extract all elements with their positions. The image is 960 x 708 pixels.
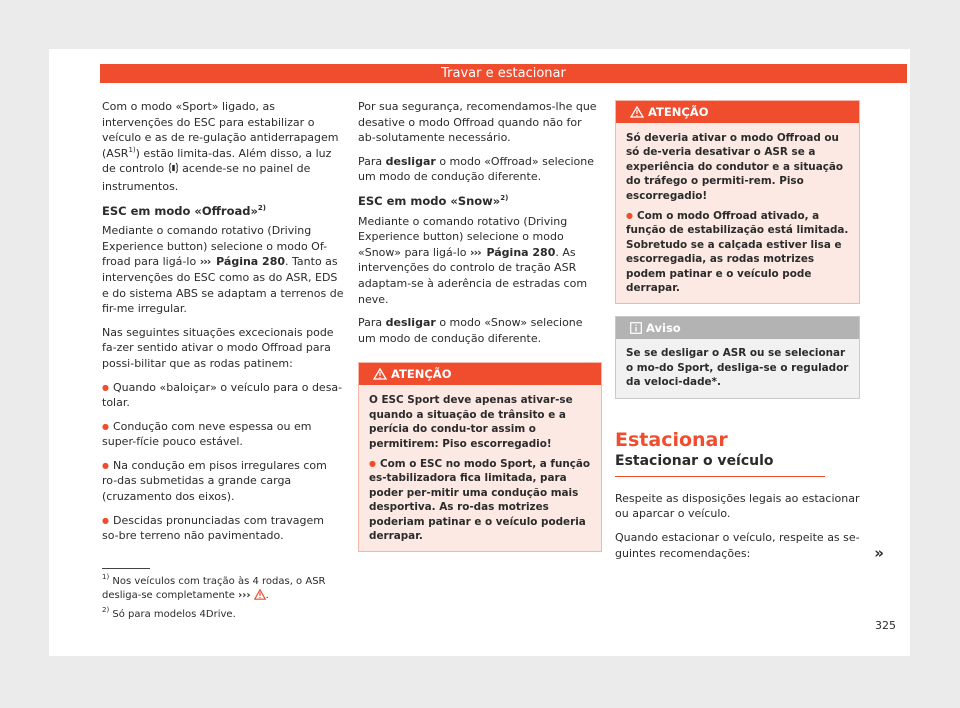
paragraph-disable-snow: Para desligar o modo «Snow» selecione um modo de condução diferente. (358, 316, 583, 345)
page-header (100, 64, 907, 83)
section-title: Estacionar (615, 428, 728, 451)
warning-bullet: ● Com o ESC no modo Sport, a função es-tabilizadora fica limitada, para poder per-mitir uma condução mais desportiva. As ro-das motrizes poderiam patinar e o veículo poderia derrapar. (369, 457, 591, 543)
paragraph-offroad: Mediante o comando rotativo (Driving Experience button) selecione o modo Of-froad para ligá-lo ››› Página 280. Tanto as intervenções do ESC como as do ASR, EDS e do sistema ABS se adaptam a terrenos de fir-me irregular. (102, 224, 344, 316)
list-item: ● Na condução em pisos irregulares com ro-das submetidas a grande carga (cruzamento dos eixos). (102, 458, 344, 505)
warning-text: Só deveria ativar o modo Offroad ou só de-veria desativar o ASR se a experiência do condutor e a situação do tráfego o permiti-rem. Piso escorregadio! (626, 132, 844, 202)
paragraph-disable-offroad: Para desligar o modo «Offroad» selecione um modo de condução diferente. (358, 154, 595, 184)
list-item: ● Descidas pronunciadas com travagem so-bre terreno não pavimentado. (102, 513, 344, 544)
note-text: Se se desligar o ASR ou se selecionar o mo-do Sport, desliga-se o regulador da veloci-dade*. (626, 347, 849, 389)
info-icon (630, 319, 642, 341)
paragraph-exceptional-situations: Nas seguintes situações excecionais pode fa-zer sentido ativar o modo Offroad para possi-bilitar que as rodas patinem: (102, 325, 334, 370)
list-item: ● Quando «baloiçar» o veículo para o desa-tolar. (102, 380, 344, 411)
paragraph-snow: Mediante o comando rotativo (Driving Experience button) selecione o modo «Snow» para ligá-lo ››› Página 280. As intervenções do controlo de tração ASR adaptam-se à aderência de estradas com neve. (358, 214, 588, 306)
manual-page (49, 49, 910, 656)
footnote-2: $^{2)}$ Só para modelos 4Drive. (102, 606, 236, 620)
header-title: Travar e estacionar (441, 66, 566, 81)
paragraph-legal: Respeite as disposições legais ao estacionar ou aparcar o veículo. (615, 491, 860, 521)
warning-box-offroad (615, 100, 860, 304)
paragraph-safety: Por sua segurança, recomendamos-lhe que desative o modo Offroad quando não for ab-solutamente necessário. (358, 100, 597, 145)
page-reference-link[interactable]: ››› Página 280 (470, 245, 556, 259)
page-number: 325 (875, 619, 896, 632)
list-item: ● Condução com neve espessa ou em super-fície pouco estável. (102, 419, 344, 450)
column-right (615, 100, 884, 569)
warning-box-esc-sport (358, 362, 602, 552)
heading-esc-snow: ESC em modo «Snow»$^{2)}$ (358, 193, 509, 208)
warning-bullet: ● Com o modo Offroad ativado, a função de estabilização está limitada. Sobretudo se a calçada estiver lisa e escorregadia, as rodas motrizes podem patinar e o veículo pode derrapar. (626, 209, 849, 295)
warning-box-header: ATENÇÃO (616, 101, 859, 123)
column-middle (358, 99, 602, 564)
continue-arrow-icon: » (874, 543, 884, 562)
warning-text: O ESC Sport deve apenas ativar-se quando a situação de trânsito e a perícia do condu-tor assim o permitirem: Piso escorregadio! (369, 394, 573, 450)
footnote-divider (102, 568, 150, 569)
esc-warning-light-icon (168, 162, 179, 179)
note-box-header: Aviso (616, 317, 859, 339)
warning-triangle-icon (373, 365, 387, 387)
paragraph-sport-mode: Com o modo «Sport» ligado, as intervenções do ESC para estabilizar o veículo e as de re-gulação antiderrapagem (ASR$^{1)}$) estão limita-das. Além disso, a luz de controlo acende-se no painel de instrumentos. (102, 100, 339, 193)
warning-box-header: ATENÇÃO (359, 363, 601, 385)
footnote-1: $^{1)}$ Nos veículos com tração às 4 rodas, o ASR desliga-se completamente ››› . (102, 575, 344, 604)
note-box (615, 316, 860, 398)
page-reference-link[interactable]: ››› Página 280 (199, 255, 286, 269)
paragraph-recommendations: Quando estacionar o veículo, respeite as se-guintes recomendações: (615, 531, 860, 560)
column-left (102, 99, 344, 552)
subsection-title: Estacionar o veículo (615, 454, 825, 477)
footnotes (102, 568, 344, 626)
warning-triangle-icon[interactable] (254, 589, 266, 605)
heading-esc-offroad: ESC em modo «Offroad»$^{2)}$ (102, 203, 266, 218)
warning-triangle-icon (630, 103, 644, 125)
